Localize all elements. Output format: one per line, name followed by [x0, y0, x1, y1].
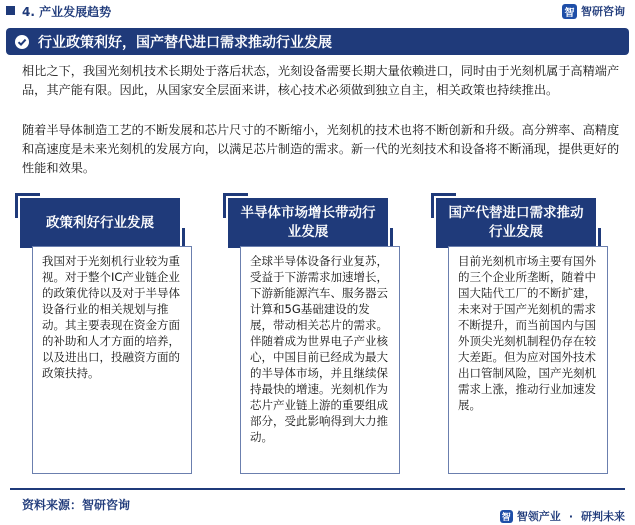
card-text: 目前光刻机市场主要有国外的三个企业所垄断，随着中国大陆代工厂的不断扩建，未来对于国产光刻机的需求不断提升，而当前国内与国外顶尖光刻机制程仍存在较大差距。但为应对国外技术出口管制风险，国产光刻机需求上涨，推动行业加速发展。: [448, 246, 608, 474]
footer: [0, 488, 635, 525]
footer-slogan: [500, 508, 625, 524]
top-bar: [0, 0, 635, 24]
card-title: 半导体市场增长带动行业发展: [228, 198, 388, 248]
brand-logo: [562, 3, 625, 19]
section-title: 4. 产业发展趋势: [22, 5, 112, 19]
headline-banner: [6, 28, 629, 55]
slogan-left: 智领产业: [516, 510, 561, 523]
card-semiconductor-market: [228, 198, 411, 476]
card-title: 政策利好行业发展: [20, 198, 180, 248]
intro-paragraph-1: 相比之下，我国光刻机技术长期处于落后状态，光刻设备需要长期大量依赖进口，同时由于光刻机属于高精端产品，其产能有限。因此，从国家安全层面来讲，核心技术必须做到独立自主，相关政策也持续推出。: [22, 64, 620, 97]
source-note: 资料来源：智研咨询: [22, 498, 131, 512]
card-title: 国产代替进口需求推动行业发展: [436, 198, 596, 248]
slogan-right: 研判未来: [581, 510, 625, 523]
card-text: 我国对于光刻机行业较为重视。对于整个IC产业链企业的政策优待以及对于半导体设备行业的相关规划与推动。其主要表现在资金方面的补助和人才方面的培养，以及进出口，投融资方面的政策扶持。: [32, 246, 192, 474]
card-policy: [20, 198, 203, 476]
zhiyan-slogan-icon: 智: [500, 510, 513, 523]
checkmark-icon: [14, 34, 30, 50]
card-text: 全球半导体设备行业复苏，受益于下游需求加速增长，下游新能源汽车、服务器云计算和5G基础建设的发展，带动相关芯片的需求。伴随着成为世界电子产业核心，中国目前已经成为最大的半导体市场，并且继续保持最快的增速。光刻机作为芯片产业链上游的重要组成部分，受此影响得到大力推动。: [240, 246, 400, 474]
headline-title: 行业政策利好，国产替代进口需求推动行业发展: [38, 34, 332, 51]
footer-divider: [10, 488, 625, 490]
intro-paragraph-2: 随着半导体制造工艺的不断发展和芯片尺寸的不断缩小，光刻机的技术也将不断创新和升级。高分辨率、高精度和高速度是未来光刻机的发展方向，以满足芯片制造的需求。新一代的光刻技术和设备将不断涌现，提供更好的性能和效果。: [22, 123, 620, 175]
slogan-separator: ·: [568, 509, 573, 523]
logo-text: 智研咨询: [581, 5, 625, 18]
zhiyan-logo-icon: 智: [562, 4, 577, 19]
card-import-substitution: [436, 198, 619, 476]
section-bullet-icon: [6, 6, 15, 15]
